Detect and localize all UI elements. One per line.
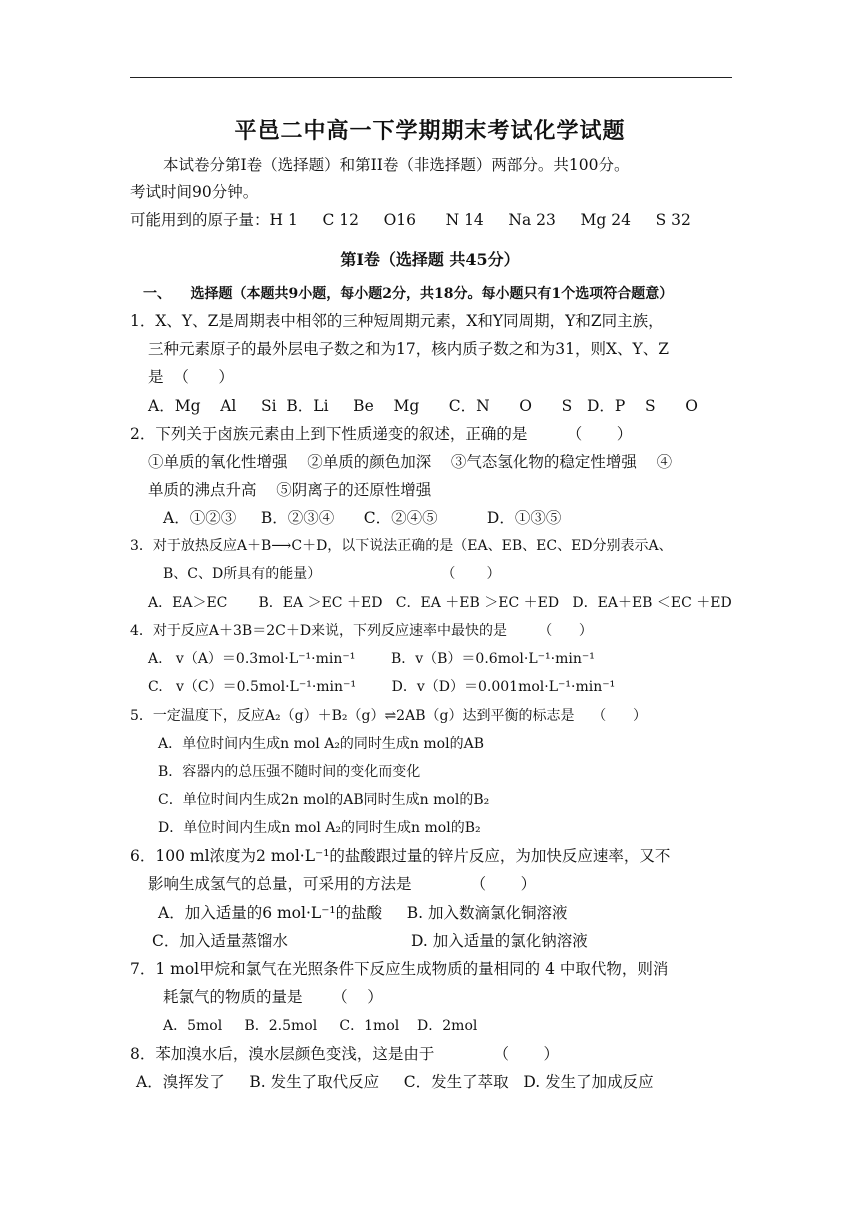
q2-line-1: 2．下列关于卤族元素由上到下性质递变的叙述，正确的是 （ ）	[130, 425, 633, 443]
q3-options: A．EA＞EC B．EA ＞EC ＋ED C．EA ＋EB ＞EC ＋ED D．EA＋EB ＜EC ＋ED	[148, 595, 732, 611]
top-rule	[130, 77, 732, 78]
q5-option-a: A．单位时间内生成n mol A₂的同时生成n mol的AB	[158, 736, 484, 752]
q7-line-2: 耗氯气的物质的量是 （ ）	[163, 988, 383, 1006]
q5-line-1: 5．一定温度下，反应A₂（g）＋B₂（g）⇌2AB（g）达到平衡的标志是 （ ）	[130, 708, 647, 724]
q2-line-2: ①单质的氧化性增强 ②单质的颜色加深 ③气态氢化物的稳定性增强 ④	[148, 453, 673, 471]
section-title: 第Ⅰ卷（选择题 共45分）	[340, 250, 520, 269]
q4-option-cd: C. v（C）＝0.5mol·L⁻¹·min⁻¹ D．v（D）＝0.001mol·L⁻¹·min⁻¹	[148, 679, 616, 695]
q4-line-1: 4．对于反应A＋3B＝2C＋D来说，下列反应速率中最快的是 （ ）	[130, 623, 593, 639]
q2-options: A．①②③ B．②③④ C．②④⑤ D．①③⑤	[163, 509, 562, 527]
intro-line-2: 考试时间90分钟。	[130, 183, 259, 201]
q3-line-2: B、C、D所具有的能量） （ ）	[163, 566, 501, 582]
page-title: 平邑二中高一下学期期末考试化学试题	[234, 118, 626, 144]
q1-line-1: 1．X、Y、Z是周期表中相邻的三种短周期元素，X和Y同周期，Y和Z同主族，	[130, 312, 664, 330]
q6-option-ab: A．加入适量的6 mol·L⁻¹的盐酸 B. 加入数滴氯化铜溶液	[158, 904, 568, 922]
q3-line-1: 3．对于放热反应A＋B⟶C＋D，以下说法正确的是（EA、EB、EC、ED分别表示A、	[130, 538, 673, 554]
q1-options: A．Mg Al Si B．Li Be Mg C．N O S D．P S O	[148, 397, 698, 415]
atomic-masses: 可能用到的原子量：H 1 C 12 O16 N 14 Na 23 Mg 24 S 32	[130, 211, 691, 229]
q1-line-2: 三种元素原子的最外层电子数之和为17，核内质子数之和为31，则X、Y、Z	[148, 340, 669, 358]
q5-option-c: C．单位时间内生成2n mol的AB同时生成n mol的B₂	[158, 792, 490, 808]
q7-options: A．5mol B．2.5mol C．1mol D．2mol	[163, 1018, 478, 1034]
q5-option-b: B．容器内的总压强不随时间的变化而变化	[158, 764, 421, 780]
q6-option-cd: C．加入适量蒸馏水 D. 加入适量的氯化钠溶液	[152, 932, 588, 950]
q6-line-1: 6．100 ml浓度为2 mol·L⁻¹的盐酸跟过量的锌片反应，为加快反应速率，又不	[130, 847, 671, 865]
q8-options: A．溴挥发了 B. 发生了取代反应 C．发生了萃取 D. 发生了加成反应	[136, 1073, 654, 1091]
q4-option-ab: A. v（A）＝0.3mol·L⁻¹·min⁻¹ B．v（B）＝0.6mol·L⁻¹·min⁻¹	[148, 651, 595, 667]
q6-line-2: 影响生成氢气的总量，可采用的方法是 （ ）	[148, 875, 537, 893]
q7-line-1: 7．1 mol甲烷和氯气在光照条件下反应生成物质的量相同的 4 中取代物，则消	[130, 960, 669, 978]
q2-line-3: 单质的沸点升高 ⑤阴离子的还原性增强	[148, 481, 432, 499]
section-instruction: 一、 选择题（本题共9小题，每小题2分，共18分。每小题只有1个选项符合题意）	[143, 286, 674, 302]
q1-line-3: 是 （ ）	[148, 368, 234, 386]
intro-line-1: 本试卷分第Ⅰ卷（选择题）和第II卷（非选择题）两部分。共100分。	[163, 156, 630, 174]
q5-option-d: D．单位时间内生成n mol A₂的同时生成n mol的B₂	[158, 820, 481, 836]
q8-line-1: 8．苯加溴水后，溴水层颜色变浅，这是由于 （ ）	[130, 1045, 559, 1063]
